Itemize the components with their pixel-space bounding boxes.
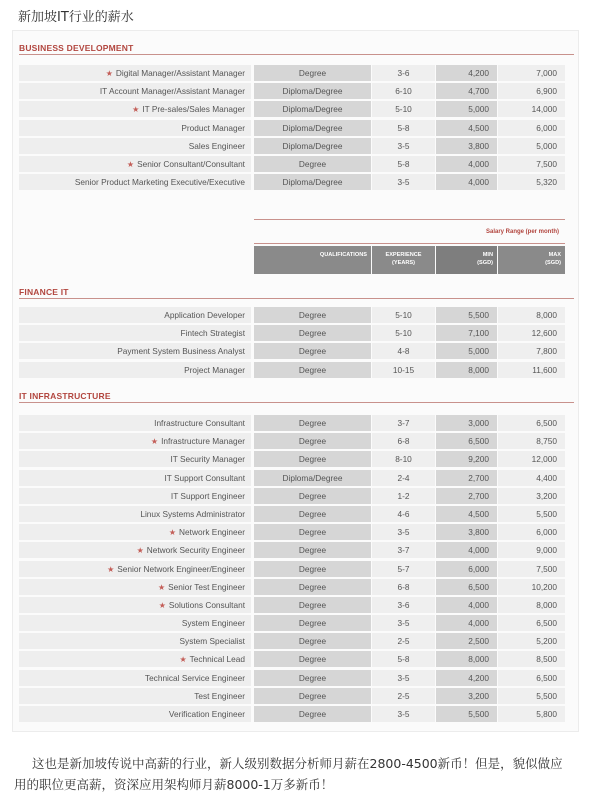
header-experience: EXPERIENCE (YEARS) (372, 246, 435, 274)
job-title: Fintech Strategist (180, 328, 245, 339)
min-salary-cell: 5,000 (436, 101, 497, 117)
job-title: Infrastructure Consultant (154, 418, 245, 428)
job-title-cell (19, 524, 251, 540)
job-title-cell (19, 688, 251, 704)
job-title: Senior Network Engineer/Engineer (117, 563, 245, 574)
max-salary-cell: 6,500 (498, 670, 565, 686)
table-row (13, 415, 578, 433)
max-salary-cell: 9,000 (498, 542, 565, 558)
job-title-cell (19, 307, 251, 323)
job-title: Senior Product Marketing Executive/Executive (74, 177, 245, 188)
experience-cell: 3-7 (372, 415, 435, 431)
min-salary-cell: 5,500 (436, 307, 497, 323)
table-row (13, 307, 578, 325)
experience-cell: 3-5 (372, 524, 435, 540)
finance-it-rows (13, 307, 578, 380)
min-salary-cell: 9,200 (436, 451, 497, 467)
min-salary-cell: 8,000 (436, 651, 497, 667)
min-salary-cell: 7,100 (436, 325, 497, 341)
experience-cell: 2-4 (372, 470, 435, 486)
min-salary-cell: 2,500 (436, 633, 497, 649)
job-title: Application Developer (164, 310, 245, 320)
salary-table-document (12, 30, 579, 732)
qualification-cell: Degree (254, 488, 371, 504)
job-title-cell (19, 362, 251, 378)
qualification-cell: Diploma/Degree (254, 174, 371, 190)
min-salary-cell: 4,000 (436, 174, 497, 190)
job-title-cell (19, 325, 251, 341)
it-infrastructure-rows (13, 415, 578, 724)
table-row (13, 524, 578, 542)
qualification-cell: Degree (254, 156, 371, 172)
job-title-cell (19, 670, 251, 686)
experience-cell: 5-10 (372, 307, 435, 323)
job-title: Senior Test Engineer (168, 581, 245, 592)
experience-cell: 3-5 (372, 706, 435, 722)
experience-cell: 3-5 (372, 670, 435, 686)
experience-cell: 3-7 (372, 542, 435, 558)
experience-cell: 4-6 (372, 506, 435, 522)
business-development-rows (13, 65, 578, 192)
min-salary-cell: 3,000 (436, 415, 497, 431)
max-salary-cell: 6,500 (498, 615, 565, 631)
job-title-cell (19, 561, 251, 577)
job-title-cell (19, 83, 251, 99)
min-salary-cell: 5,000 (436, 343, 497, 359)
experience-cell: 5-8 (372, 156, 435, 172)
section-it-infrastructure (19, 391, 574, 401)
job-title: Digital Manager/Assistant Manager (115, 68, 245, 78)
qualification-cell: Degree (254, 325, 371, 341)
min-salary-cell: 3,800 (436, 138, 497, 154)
experience-cell: 3-5 (372, 138, 435, 154)
table-row (13, 651, 578, 669)
min-salary-cell: 4,500 (436, 506, 497, 522)
max-salary-cell: 8,000 (498, 307, 565, 323)
min-salary-cell: 4,000 (436, 597, 497, 613)
job-title-cell (19, 706, 251, 722)
experience-cell: 3-5 (372, 174, 435, 190)
min-salary-cell: 4,000 (436, 542, 497, 558)
max-salary-cell: 7,000 (498, 65, 565, 81)
job-title: Payment System Business Analyst (117, 346, 245, 357)
job-title-cell (19, 101, 251, 117)
qualification-cell: Diploma/Degree (254, 120, 371, 136)
min-salary-cell: 3,200 (436, 688, 497, 704)
qualification-cell: Diploma/Degree (254, 83, 371, 99)
table-row (13, 433, 578, 451)
job-title: Technical Service Engineer (144, 672, 245, 683)
job-title-cell (19, 343, 251, 359)
min-salary-cell: 4,000 (436, 156, 497, 172)
max-salary-cell: 8,000 (498, 597, 565, 613)
max-salary-cell: 12,600 (498, 325, 565, 341)
experience-cell: 1-2 (372, 488, 435, 504)
max-salary-cell: 7,500 (498, 156, 565, 172)
table-row (13, 451, 578, 469)
experience-cell: 3-6 (372, 65, 435, 81)
qualification-cell: Degree (254, 561, 371, 577)
qualification-cell: Degree (254, 633, 371, 649)
max-salary-cell: 5,800 (498, 706, 565, 722)
job-title: Product Manager (181, 122, 245, 133)
table-row (13, 615, 578, 633)
max-salary-cell: 5,000 (498, 138, 565, 154)
qualification-cell: Diploma/Degree (254, 101, 371, 117)
qualification-cell: Diploma/Degree (254, 138, 371, 154)
qualification-cell: Degree (254, 579, 371, 595)
job-title: Network Security Engineer (146, 545, 245, 556)
max-salary-cell: 6,500 (498, 415, 565, 431)
section-divider (19, 402, 574, 403)
header-divider (254, 243, 565, 244)
table-row (13, 688, 578, 706)
star-icon: ★ (179, 655, 187, 665)
max-salary-cell: 8,500 (498, 651, 565, 667)
experience-cell: 6-8 (372, 579, 435, 595)
table-row (13, 343, 578, 361)
job-title: Network Engineer (179, 527, 245, 538)
qualification-cell: Degree (254, 688, 371, 704)
experience-cell: 2-5 (372, 688, 435, 704)
job-title-cell (19, 138, 251, 154)
section-finance-it (19, 287, 574, 297)
job-title: Senior Consultant/Consultant (137, 158, 245, 169)
experience-cell: 8-10 (372, 451, 435, 467)
header-max: MAX (SGD) (498, 246, 565, 274)
qualification-cell: Degree (254, 706, 371, 722)
qualification-cell: Degree (254, 451, 371, 467)
min-salary-cell: 8,000 (436, 362, 497, 378)
min-salary-cell: 4,200 (436, 670, 497, 686)
job-title: System Engineer (181, 618, 245, 629)
experience-cell: 6-8 (372, 433, 435, 449)
job-title-cell (19, 415, 251, 431)
max-salary-cell: 10,200 (498, 579, 565, 595)
job-title: Infrastructure Manager (161, 436, 245, 447)
table-row (13, 597, 578, 615)
min-salary-cell: 4,700 (436, 83, 497, 99)
job-title-cell (19, 506, 251, 522)
table-row (13, 65, 578, 83)
header-min: MIN (SGD) (436, 246, 497, 274)
section-divider (19, 298, 574, 299)
table-row (13, 156, 578, 174)
section-title: BUSINESS DEVELOPMENT (19, 43, 134, 53)
min-salary-cell: 2,700 (436, 488, 497, 504)
footer-line: 用的职位更高薪，资深应用架构师月薪8000-1万多新币！ (14, 777, 334, 792)
table-row (13, 83, 578, 101)
max-salary-cell: 6,000 (498, 524, 565, 540)
job-title-cell (19, 579, 251, 595)
max-salary-cell: 4,400 (498, 470, 565, 486)
job-title: IT Support Consultant (164, 472, 245, 483)
table-row (13, 706, 578, 724)
min-salary-cell: 4,500 (436, 120, 497, 136)
header-divider (254, 219, 565, 220)
experience-cell: 5-10 (372, 101, 435, 117)
table-row (13, 633, 578, 651)
star-icon: ★ (105, 69, 113, 78)
table-row (13, 542, 578, 560)
job-title-cell (19, 651, 251, 667)
experience-cell: 3-5 (372, 615, 435, 631)
table-row (13, 488, 578, 506)
table-row (13, 561, 578, 579)
job-title: Linux Systems Administrator (140, 508, 245, 519)
max-salary-cell: 8,750 (498, 433, 565, 449)
qualification-cell: Degree (254, 524, 371, 540)
job-title: Solutions Consultant (168, 599, 245, 610)
star-icon: ★ (136, 546, 144, 556)
min-salary-cell: 6,500 (436, 579, 497, 595)
footer-paragraph (14, 753, 584, 795)
experience-cell: 2-5 (372, 633, 435, 649)
min-salary-cell: 3,800 (436, 524, 497, 540)
table-row (13, 174, 578, 192)
job-title-cell (19, 65, 251, 81)
star-icon: ★ (126, 159, 135, 169)
job-title-cell (19, 542, 251, 558)
job-title: IT Support Engineer (170, 490, 245, 501)
min-salary-cell: 6,000 (436, 561, 497, 577)
max-salary-cell: 7,800 (498, 343, 565, 359)
job-title: Project Manager (184, 364, 245, 375)
qualification-cell: Degree (254, 362, 371, 378)
table-row (13, 670, 578, 688)
max-salary-cell: 5,500 (498, 688, 565, 704)
qualification-cell: Degree (254, 415, 371, 431)
qualification-cell: Degree (254, 307, 371, 323)
section-title: IT INFRASTRUCTURE (19, 391, 111, 401)
qualification-cell: Degree (254, 433, 371, 449)
experience-cell: 10-15 (372, 362, 435, 378)
min-salary-cell: 6,500 (436, 433, 497, 449)
job-title: IT Account Manager/Assistant Manager (99, 86, 245, 97)
page-title: 新加坡IT行业的薪水 (18, 10, 134, 25)
job-title-cell (19, 615, 251, 631)
salary-range-label: Salary Range (per month) (485, 229, 559, 235)
experience-cell: 5-10 (372, 325, 435, 341)
job-title-cell (19, 433, 251, 449)
table-row (13, 579, 578, 597)
experience-cell: 4-8 (372, 343, 435, 359)
min-salary-cell: 4,200 (436, 65, 497, 81)
job-title-cell (19, 174, 251, 190)
job-title-cell (19, 451, 251, 467)
section-business-development (19, 43, 574, 53)
table-row (13, 506, 578, 524)
qualification-cell: Degree (254, 597, 371, 613)
max-salary-cell: 7,500 (498, 561, 565, 577)
max-salary-cell: 11,600 (498, 362, 565, 378)
experience-cell: 6-10 (372, 83, 435, 99)
table-row (13, 470, 578, 488)
star-icon: ★ (132, 105, 140, 115)
table-row (13, 101, 578, 119)
column-header (254, 219, 565, 279)
max-salary-cell: 5,500 (498, 506, 565, 522)
table-row (13, 120, 578, 138)
experience-cell: 5-8 (372, 120, 435, 136)
job-title: Verification Engineer (168, 709, 245, 719)
experience-cell: 5-8 (372, 651, 435, 667)
qualification-cell: Degree (254, 670, 371, 686)
experience-cell: 5-7 (372, 561, 435, 577)
job-title: IT Security Manager (170, 454, 245, 465)
qualification-cell: Degree (254, 65, 371, 81)
job-title-cell (19, 120, 251, 136)
star-icon: ★ (157, 582, 166, 592)
job-title: System Specialist (179, 636, 245, 647)
job-title-cell (19, 156, 251, 172)
min-salary-cell: 2,700 (436, 470, 497, 486)
max-salary-cell: 6,900 (498, 83, 565, 99)
max-salary-cell: 12,000 (498, 451, 565, 467)
job-title-cell (19, 470, 251, 486)
star-icon: ★ (158, 600, 166, 610)
max-salary-cell: 5,320 (498, 174, 565, 190)
section-divider (19, 54, 574, 55)
min-salary-cell: 4,000 (436, 615, 497, 631)
max-salary-cell: 14,000 (498, 101, 565, 117)
table-row (13, 138, 578, 156)
max-salary-cell: 6,000 (498, 120, 565, 136)
qualification-cell: Degree (254, 343, 371, 359)
star-icon: ★ (150, 437, 159, 447)
footer-line: 这也是新加坡传说中高薪的行业，新人级别数据分析师月薪在2800-4500新币！但是，貌似做应 (32, 756, 563, 771)
min-salary-cell: 5,500 (436, 706, 497, 722)
job-title-cell (19, 488, 251, 504)
job-title: Test Engineer (194, 690, 245, 701)
qualification-cell: Degree (254, 651, 371, 667)
qualification-cell: Degree (254, 615, 371, 631)
header-qualifications: QUALIFICATIONS (254, 246, 371, 274)
job-title: Technical Lead (189, 654, 245, 665)
qualification-cell: Diploma/Degree (254, 470, 371, 486)
job-title: IT Pre-sales/Sales Manager (142, 104, 245, 115)
max-salary-cell: 3,200 (498, 488, 565, 504)
table-row (13, 362, 578, 380)
qualification-cell: Degree (254, 542, 371, 558)
section-title: FINANCE IT (19, 287, 69, 297)
job-title-cell (19, 597, 251, 613)
star-icon: ★ (107, 564, 115, 574)
job-title: Sales Engineer (188, 140, 245, 151)
qualification-cell: Degree (254, 506, 371, 522)
max-salary-cell: 5,200 (498, 633, 565, 649)
star-icon: ★ (168, 528, 177, 538)
experience-cell: 3-6 (372, 597, 435, 613)
job-title-cell (19, 633, 251, 649)
table-row (13, 325, 578, 343)
